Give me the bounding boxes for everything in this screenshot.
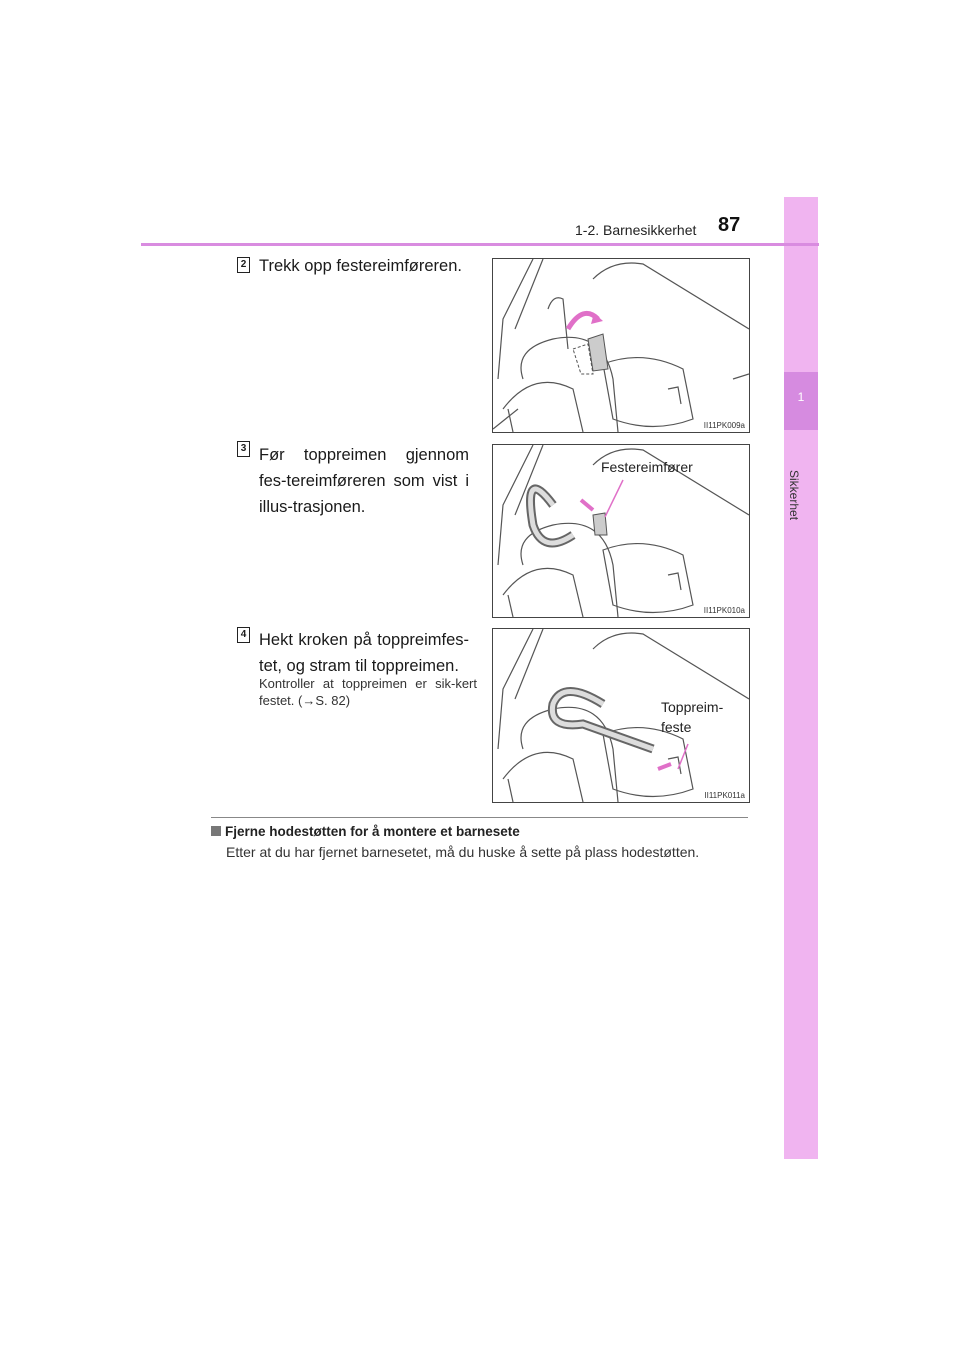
note-heading [211, 824, 520, 839]
step-text: Trekk opp festereimføreren. [259, 257, 462, 275]
illustration-step-4 [492, 628, 750, 803]
callout-label: Festereimfører [601, 459, 693, 475]
illustration-step-3 [492, 444, 750, 618]
step-text: Hekt kroken på toppreimfes-tet, og stram til toppreimen. [259, 631, 469, 675]
step-text: Før toppreimen gjennom fes-tereimføreren som vist i illus-trasjonen. [259, 446, 469, 516]
callout-label: feste [661, 719, 692, 735]
chapter-label: Sikkerhet [787, 470, 801, 521]
callout-label: Toppreim- [661, 699, 724, 715]
step-number-badge: 3 [237, 441, 250, 457]
chapter-number: 1 [797, 390, 805, 404]
header-divider [141, 243, 819, 246]
image-code: II11PK011a [704, 791, 745, 800]
note-heading-text: Fjerne hodestøtten for å montere et barnesete [225, 824, 520, 839]
square-bullet-icon [211, 826, 221, 836]
image-code: II11PK010a [703, 606, 745, 615]
page-number: 87 [718, 214, 741, 236]
step-note: Kontroller at toppreimen er sik-kert festet. (→S. 82) [259, 676, 477, 708]
seat-illustration-icon [493, 259, 749, 432]
section-title: 1-2. Barnesikkerhet [575, 222, 697, 238]
section-divider [211, 817, 748, 818]
step-number-badge: 4 [237, 627, 250, 643]
note-body: Etter at du har fjernet barnesetet, må du huske å sette på plass hodestøtten. [226, 844, 700, 860]
image-code: II11PK009a [703, 421, 745, 430]
illustration-step-2 [492, 258, 750, 433]
step-number-badge: 2 [237, 257, 250, 273]
chapter-side-tab [784, 197, 818, 1159]
